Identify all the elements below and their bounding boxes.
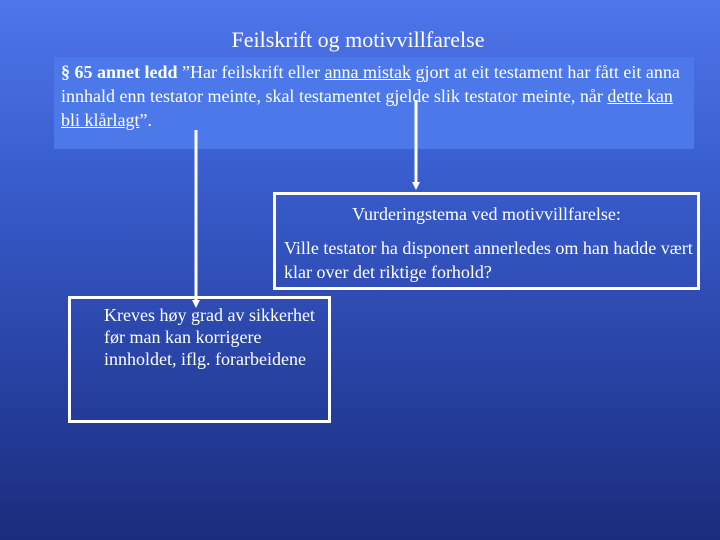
requirement-text: Kreves høy grad av sikkerhet før man kan korrigere innholdet, iflg. forarbeidene (104, 305, 315, 369)
law-quote-part: ”. (139, 110, 152, 130)
law-reference: § 65 annet ledd (61, 62, 178, 82)
law-quote-text (61, 60, 691, 132)
assessment-question: Ville testator ha disponert annerledes om han hadde vært klar over det riktige forhold? (284, 238, 693, 282)
law-quote-part: gjort at eit testament har fått eit anna innhald enn testator meinte, skal testamentet gjelde slik testator meinte, når (61, 62, 680, 106)
law-underlined-phrase: dette kan bli klårlagt (61, 86, 673, 130)
law-quote-part: ”Har feilskrift eller (177, 62, 325, 82)
slide-title: Feilskrift og motivvillfarelse (231, 27, 485, 52)
law-underlined-phrase: anna mistak (324, 62, 411, 82)
assessment-title: Vurderingstema ved motivvillfarelse: (352, 204, 621, 224)
